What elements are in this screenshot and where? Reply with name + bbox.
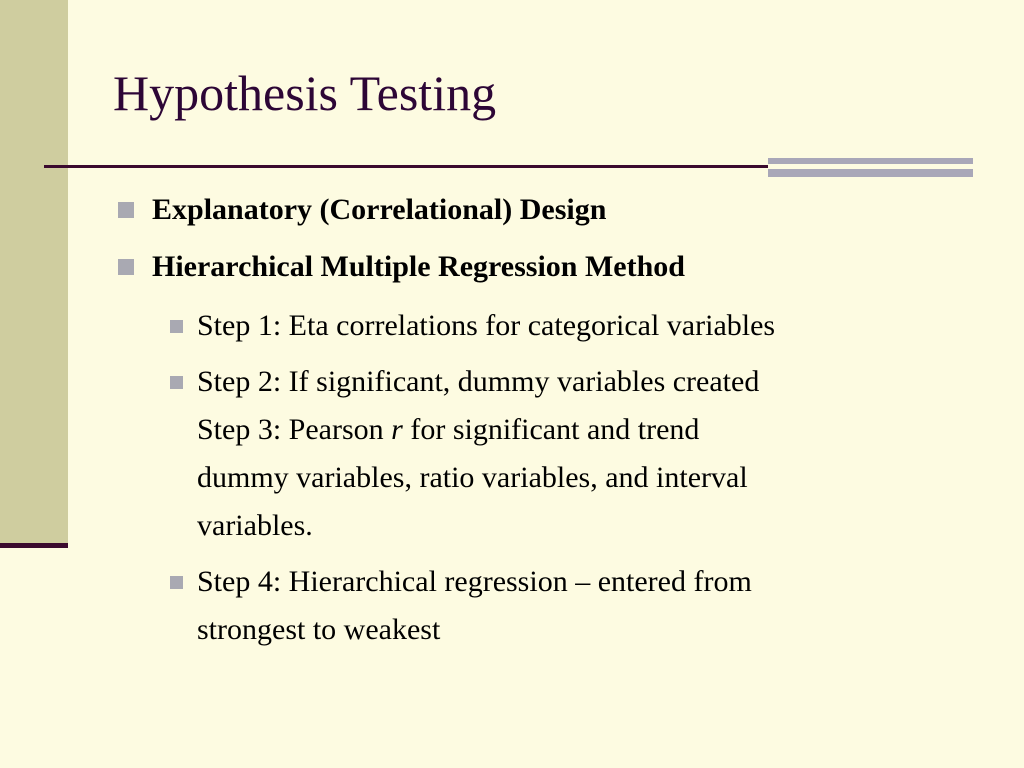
- pearson-r-variable: r: [391, 413, 403, 446]
- accent-bar-bottom: [768, 169, 973, 177]
- left-band-rule: [0, 543, 68, 548]
- sub-bullet-text: [197, 558, 932, 654]
- left-decorative-band: [0, 0, 68, 545]
- square-bullet-icon: [118, 259, 134, 275]
- sub-bullet-line: Step 1: Eta correlations for categorical variables: [197, 309, 776, 342]
- sub-bullet-line: Step 2: If significant, dummy variables created: [197, 365, 760, 398]
- square-bullet-icon: [118, 202, 134, 218]
- sub-bullet-line: variables.: [197, 509, 313, 542]
- sub-bullet-text: [197, 302, 932, 350]
- sub-bullet-line: dummy variables, ratio variables, and interval: [197, 461, 748, 494]
- accent-bar-top: [768, 158, 973, 164]
- bullet-text: Explanatory (Correlational) Design: [152, 193, 607, 226]
- square-bullet-icon: [170, 576, 183, 589]
- sub-bullet-line: [197, 406, 932, 454]
- sub-bullet-line: strongest to weakest: [197, 613, 441, 646]
- square-bullet-icon: [170, 320, 183, 333]
- accent-bars: [768, 158, 973, 178]
- slide-title: Hypothesis Testing: [113, 65, 497, 121]
- bullet-text: Hierarchical Multiple Regression Method: [152, 250, 685, 283]
- square-bullet-icon: [170, 376, 183, 389]
- line-prefix: Step 3: Pearson: [197, 413, 392, 446]
- sub-bullet-text: [197, 358, 932, 550]
- sub-bullet-line: Step 4: Hierarchical regression – entered from: [197, 565, 752, 598]
- title-divider: [44, 165, 768, 168]
- line-suffix: for significant and trend: [402, 413, 700, 446]
